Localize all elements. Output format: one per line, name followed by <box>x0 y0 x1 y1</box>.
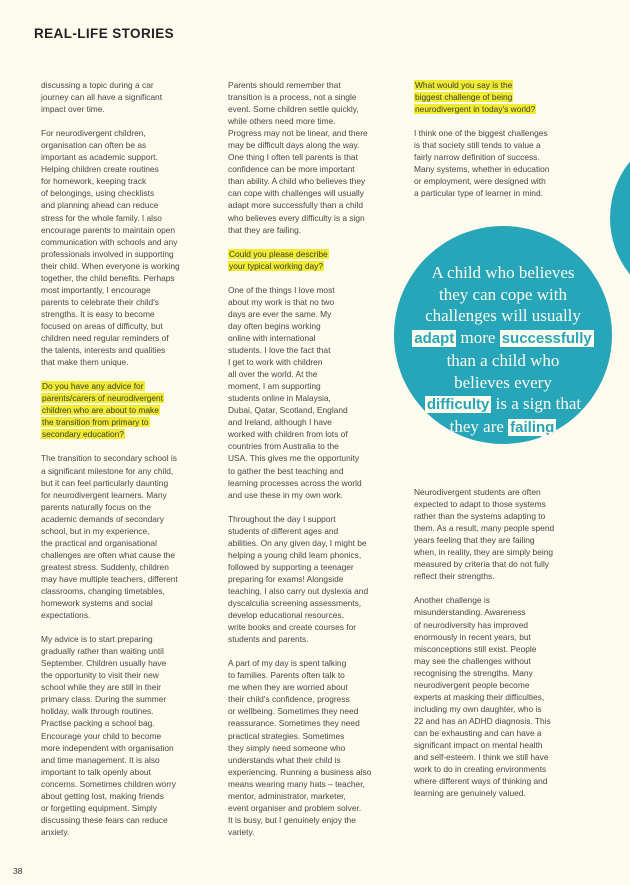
paragraph: My advice is to start preparing gradually rather than waiting until September. Children usually have the opportunity to visit their new school while they are still in their primary class. During the summer holiday, walk through routines. Practise packing a school bag. Encourage your child to become more independent with organisation and time management. It is also important to talk openly about concerns. Sometimes children worry about getting lost, making friends or forgetting equipment. Simply discussing these fears can reduce anxiety. <box>41 634 176 837</box>
article-column-1 <box>41 79 213 850</box>
page-number: 38 <box>13 866 23 876</box>
pull-quote <box>394 262 612 439</box>
question-text: Could you please describe your typical working day? <box>229 248 328 271</box>
paragraph: The transition to secondary school is a significant milestone for any child, but it can feel particularly daunting for neurodivergent learners. Many parents naturally focus on the academic demands of secondary school, but in my experience, the practical and organisational challenges are often what cause the greatest stress. Suddenly, children may have multiple teachers, different classrooms, changing timetables, homework systems and social expectations. <box>41 453 178 621</box>
paragraph: A part of my day is spent talking to families. Parents often talk to me when they are worried about their child's confidence, progress or wellbeing. Sometimes they need reassurance. Sometimes they need practical strategies. Sometimes they simply need someone who understands what their child is experiencing. Running a business also means wearing many hats – teacher, mentor, administrator, marketer, event organiser and problem solver. It is busy, but I genuinely enjoy the variety. <box>228 658 372 837</box>
article-column-2 <box>228 79 404 850</box>
pull-quote-line: they can cope with <box>439 284 567 304</box>
section-title: REAL-LIFE STORIES <box>34 26 175 41</box>
highlighted-word: successfully <box>501 330 592 348</box>
question-text: What would you say is the biggest challenge of being neurodivergent in today's world? <box>415 80 536 115</box>
paragraph: Another challenge is misunderstanding. Awareness of neurodiversity has improved enormously in recent years, but misconceptions still exist. People may see the challenges without recognising the strengths. Many neurodivergent people become experts at masking their difficulties, including my own daughter, who is 22 and has an ADHD diagnosis. This can be exhausting and can have a significant impact on mental health and self-esteem. I think we still have work to do in creating environments where different ways of thinking and learning are genuinely valued. <box>414 595 551 799</box>
article-column-3 <box>414 79 594 212</box>
pull-quote-word: more <box>460 328 496 348</box>
article-column-3-lower <box>414 486 594 811</box>
interview-question <box>414 79 594 115</box>
paragraph: For neurodivergent children, organisation can often be as important as academic support. Helping children create routines for homework, keeping track of belongings, using checklists and planning ahead can reduce stress for the whole family. I also encourage parents to maintain open communication with schools and any professionals involved in supporting their child. When everyone is working together, the child benefits. Perhaps most importantly, I encourage parents to celebrate their child's strengths. It is easy to become focused on areas of difficulty, but children need regular reminders of the talents, interests and qualities that make them unique. <box>41 128 180 368</box>
pull-quote-line <box>394 393 612 416</box>
pull-quote-line <box>394 416 612 439</box>
highlighted-word: failing <box>510 418 555 436</box>
paragraph: One of the things I love most about my work is that no two days are ever the same. My day often begins working online with international students. I love the fact that I get to work with children all over the world. At the moment, I am supporting students online in Malaysia, Dubai, Qatar, Scotland, England and Ireland, although I have worked with children from lots of countries from Australia to the USA. This gives me the opportunity to gather the best teaching and learning processes across the world and use these in my own work. <box>228 284 362 500</box>
pull-quote-line: believes every <box>454 372 552 392</box>
pull-quote-word: is a sign that <box>495 394 582 414</box>
interview-question <box>41 380 213 440</box>
paragraph: discussing a topic during a car journey can all have a significant impact over time. <box>41 80 163 115</box>
paragraph: Parents should remember that transition is a process, not a single event. Some children settle quickly, while others need more time. Progress may not be linear, and there may be difficult days along the way. One thing I often tell parents is that confidence can be more important than ability. A child who believes they can cope with challenges will usually adapt more successfully than a child who believes every difficulty is a sign that they are failing. <box>228 80 368 235</box>
pull-quote-line: challenges will usually <box>425 306 581 326</box>
paragraph: Neurodivergent students are often expected to adapt to those systems rather than the systems adapting to them. As a result, many people spend years feeling that they are failing when, in reality, they are simply being measured by criteria that do not fully reflect their strengths. <box>414 487 555 582</box>
highlighted-word: adapt <box>414 330 455 348</box>
question-text: Do you have any advice for parents/carers of neurodivergent children who are about to make the transition from primary to secondary education? <box>42 381 164 440</box>
highlighted-word: difficulty <box>426 396 490 414</box>
pull-quote-word: they are <box>449 416 504 436</box>
pull-quote-line <box>394 327 612 350</box>
close-quote-icon: ” <box>538 427 556 462</box>
pull-quote-line: A child who believes <box>431 263 575 282</box>
open-quote-icon: “ <box>412 241 430 276</box>
interview-question <box>228 248 404 272</box>
decorative-circle-edge <box>610 128 630 308</box>
paragraph: I think one of the biggest challenges is that society still tends to value a fairly narrow definition of success. Many systems, whether in education or employment, were designed with a particular type of learner in mind. <box>414 128 550 199</box>
pull-quote-line: than a child who <box>446 350 560 370</box>
paragraph: Throughout the day I support students of different ages and abilities. On any given day, I might be helping a young child learn phonics, followed by supporting a teenager preparing for exams! Alongside teaching, I also carry out dyslexia and dyscalculia screening assessments, develop educational resources, write books and create courses for students and parents. <box>228 513 369 645</box>
